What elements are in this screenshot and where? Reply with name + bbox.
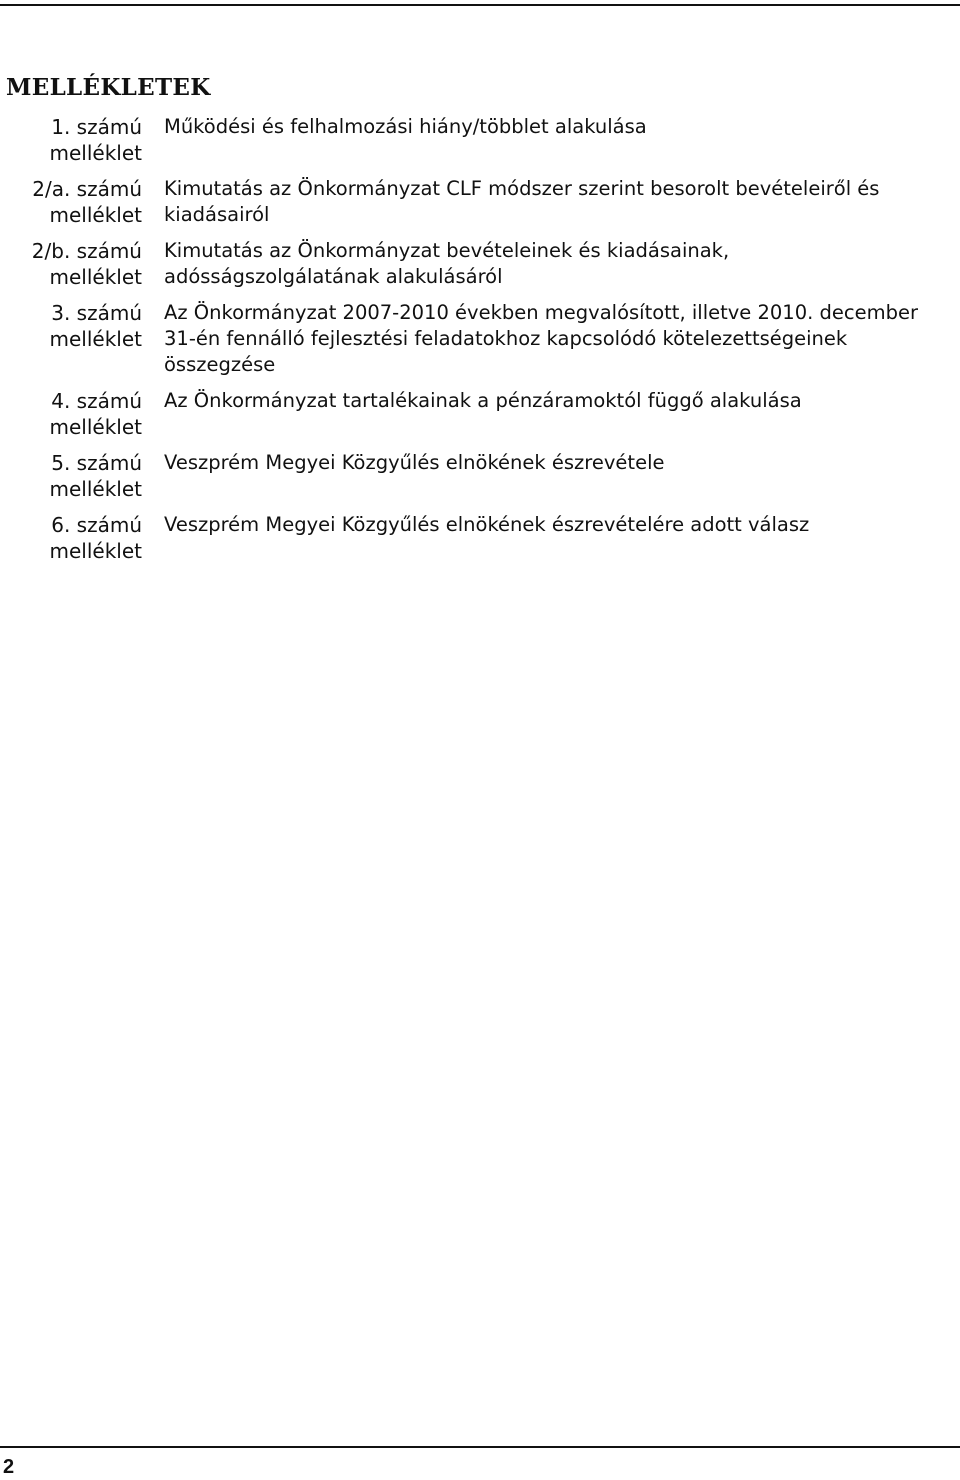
annex-entry-2b	[0, 238, 960, 290]
annex-word: melléklet	[49, 141, 142, 165]
annex-label	[0, 512, 142, 564]
annex-title: Veszprém Megyei Közgyűlés elnökének észrevételére adott válasz	[164, 513, 810, 536]
annex-number: 4. számú	[51, 389, 142, 413]
annex-number: 2/b. számú	[31, 239, 142, 263]
page-heading: MELLÉKLETEK	[6, 74, 211, 101]
annex-word: melléklet	[49, 477, 142, 501]
annex-label	[0, 114, 142, 166]
top-rule	[0, 4, 960, 6]
annex-label	[0, 176, 142, 228]
annex-title: Kimutatás az Önkormányzat CLF módszer szerint besorolt bevételeiről és kiadásairól	[164, 177, 880, 226]
annex-word: melléklet	[49, 203, 142, 227]
annex-title: Az Önkormányzat 2007-2010 években megvalósított, illetve 2010. december 31-én fennálló fejlesztési feladatokhoz kapcsolódó kötelezettségeinek összegzése	[164, 301, 918, 376]
annex-title: Működési és felhalmozási hiány/többlet alakulása	[164, 115, 647, 138]
annex-number: 5. számú	[51, 451, 142, 475]
annex-title: Kimutatás az Önkormányzat bevételeinek és kiadásainak, adósságszolgálatának alakulásáról	[164, 239, 730, 288]
annex-title: Veszprém Megyei Közgyűlés elnökének észrevétele	[164, 451, 665, 474]
annex-entry-6	[0, 512, 960, 564]
annex-number: 6. számú	[51, 513, 142, 537]
annex-word: melléklet	[49, 415, 142, 439]
annex-entry-4	[0, 388, 960, 440]
annex-label	[0, 388, 142, 440]
annex-label	[0, 300, 142, 352]
annex-entry-1	[0, 114, 960, 166]
annex-label	[0, 238, 142, 290]
annex-number: 3. számú	[51, 301, 142, 325]
footer-rule	[0, 1446, 960, 1448]
annex-title: Az Önkormányzat tartalékainak a pénzáramoktól függő alakulása	[164, 389, 802, 412]
annex-number: 2/a. számú	[32, 177, 142, 201]
annex-entry-3	[0, 300, 960, 378]
annex-word: melléklet	[49, 327, 142, 351]
annex-number: 1. számú	[51, 115, 142, 139]
annex-word: melléklet	[49, 539, 142, 563]
annex-list	[0, 114, 960, 574]
annex-word: melléklet	[49, 265, 142, 289]
annex-label	[0, 450, 142, 502]
page-number: 2	[3, 1456, 15, 1478]
annex-entry-2a	[0, 176, 960, 228]
annex-entry-5	[0, 450, 960, 502]
